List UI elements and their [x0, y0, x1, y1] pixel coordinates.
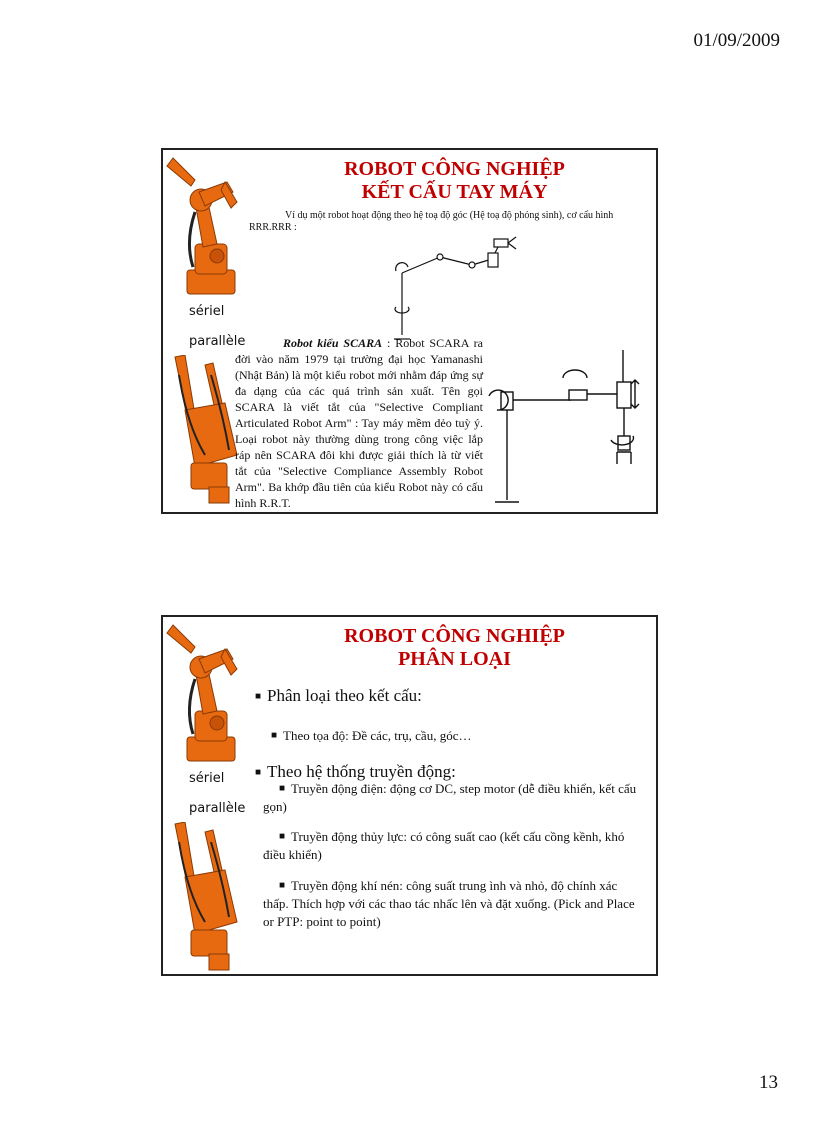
page-number: 13: [759, 1072, 778, 1093]
bullet-structure: ■ Phân loại theo kết cấu:: [255, 686, 422, 705]
serial-robot-image: [165, 619, 249, 769]
slide-sidebar: [163, 617, 253, 974]
parallel-label: parallèle: [189, 334, 246, 349]
scara-text: : Robot SCARA ra đời vào năm 1979 tại trường đại học Yamanashi (Nhật Bản) là một kiểu robot mới nhằm đáp ứng sự đa dạng của các quá trình sản xuất. Tên gọi SCARA là viết tắt của "Selective Compliant Articulated Robot Arm" : Tay máy mềm dẻo tuỳ ý. Loại robot này thường dùng trong công việc lắp ráp nên SCARA đôi khi được giải thích là từ viết tắt của "Selective Compliance Assembly Robot Arm". Ba khớp đầu tiên của kiểu Robot này có cấu hình R.R.T.: [235, 336, 483, 510]
scara-paragraph: [235, 335, 483, 511]
serial-label: sériel: [189, 304, 225, 319]
parallel-robot-image: [165, 822, 249, 972]
drive-item-electric: ■ Truyền động điện: động cơ DC, step motor (dễ điều khiển, kết cấu gọn): [263, 781, 637, 814]
slide-robot-structure: [161, 148, 658, 514]
slide1-intro: [249, 210, 655, 234]
slide2-title-line2: PHÂN LOẠI: [398, 648, 511, 670]
bullet-drive-system: ■ Theo hệ thống truyền động:: [255, 762, 456, 781]
serial-label: sériel: [189, 771, 225, 786]
slide2-title: [253, 625, 656, 671]
slide-robot-classification: [161, 615, 658, 976]
slide2-title-line1: ROBOT CÔNG NGHIỆP: [344, 625, 565, 647]
slide1-intro-line1: Ví dụ một robot hoạt động theo hệ toạ độ góc (Hệ toạ độ phỏng sinh), cơ cấu hình: [285, 210, 614, 221]
drive-item-hydraulic: ■ Truyền động thủy lực: có công suất cao (kết cấu cồng kềnh, khó điều khiển): [263, 829, 625, 862]
parallel-label: parallèle: [189, 801, 246, 816]
scara-heading: Robot kiểu SCARA: [283, 336, 383, 350]
scara-kinematic-diagram: [483, 340, 653, 508]
slide1-title-line2: KẾT CẤU TAY MÁY: [361, 181, 548, 203]
slide1-title: [253, 158, 656, 204]
rrr-kinematic-diagram: [388, 235, 538, 343]
slide1-intro-line2: RRR.RRR :: [249, 222, 297, 233]
slide1-title-line1: ROBOT CÔNG NGHIỆP: [344, 158, 565, 180]
page-date: 01/09/2009: [693, 30, 780, 51]
bullet-structure-sub: ■ Theo tọa độ: Đề các, trụ, cầu, góc…: [271, 728, 472, 743]
serial-robot-image: [165, 152, 249, 302]
drive-item-pneumatic: ■ Truyền động khí nén: công suất trung ình và nhỏ, độ chính xác thấp. Thích hợp với các thao tác nhấc lên và đặt xuống. (Pick and Place or PTP: point to point): [263, 878, 635, 929]
